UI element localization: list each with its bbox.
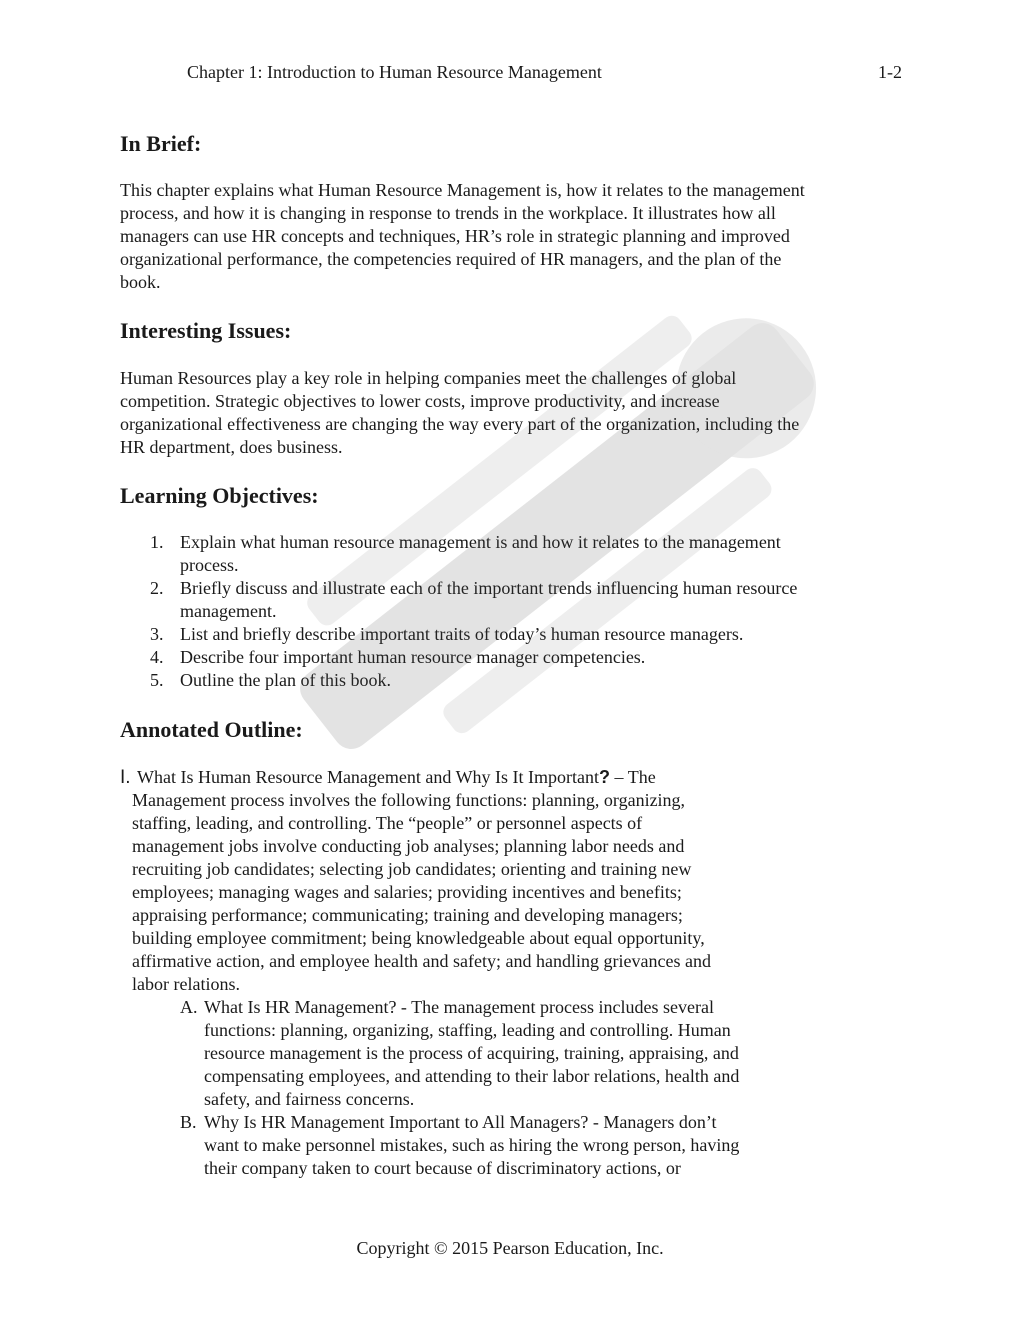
running-header [187, 61, 902, 83]
text-line: employees; managing wages and salaries; providing incentives and benefits; [132, 882, 682, 902]
in-brief-paragraph [120, 179, 890, 294]
outline-subsection-b [180, 1111, 805, 1180]
text-line: Management process involves the following functions: planning, organizing, [132, 790, 686, 810]
text-line: Explain what human resource management is and how it relates to the management [180, 532, 781, 552]
objective-item [150, 646, 880, 669]
text-line: Outline the plan of this book. [180, 670, 391, 690]
text-line: appraising performance; communicating; training and developing managers; [132, 905, 683, 925]
chapter-title: Chapter 1: Introduction to Human Resource Management [187, 62, 602, 82]
outline-question-mark: ? [599, 767, 611, 787]
text-line: functions: planning, organizing, staffing, leading and controlling. Human [204, 1020, 731, 1040]
subsection-letter: B. [180, 1112, 197, 1132]
outline-title-line [120, 766, 785, 789]
outline-title-tail: – The [610, 767, 656, 787]
text-line: HR department, does business. [120, 437, 343, 457]
text-line: their company taken to court because of discriminatory actions, or [204, 1158, 681, 1178]
outline-section-1 [120, 766, 785, 996]
text-line: resource management is the process of acquiring, training, appraising, and [204, 1043, 739, 1063]
text-line: competition. Strategic objectives to lower costs, improve productivity, and increase [120, 391, 720, 411]
outline-subsection-a [180, 996, 805, 1111]
objective-item [150, 577, 880, 623]
text-line: safety, and fairness concerns. [204, 1089, 415, 1109]
text-line: process. [180, 555, 239, 575]
text-line: Describe four important human resource manager competencies. [180, 647, 646, 667]
text-line: Briefly discuss and illustrate each of the important trends influencing human resource [180, 578, 798, 598]
outline-numeral: I. [120, 767, 131, 788]
annotated-outline-heading: Annotated Outline: [120, 717, 303, 742]
objective-number: 3. [150, 624, 164, 644]
text-line: management. [180, 601, 277, 621]
objective-item [150, 669, 880, 692]
text-line: managers can use HR concepts and techniques, HR’s role in strategic planning and improved [120, 226, 790, 246]
copyright-footer: Copyright © 2015 Pearson Education, Inc. [356, 1238, 664, 1258]
learning-objectives-list [150, 531, 880, 692]
text-line: recruiting job candidates; selecting job candidates; orienting and training new [132, 859, 692, 879]
objective-item [150, 623, 880, 646]
text-line: book. [120, 272, 161, 292]
objective-item [150, 531, 880, 577]
text-line: Human Resources play a key role in helping companies meet the challenges of global [120, 368, 737, 388]
subsection-letter: A. [180, 997, 198, 1017]
text-line: What Is HR Management? - The management process includes several [204, 997, 714, 1017]
text-line: List and briefly describe important traits of today’s human resource managers. [180, 624, 744, 644]
text-line: Why Is HR Management Important to All Managers? - Managers don’t [204, 1112, 717, 1132]
page-number: 1-2 [878, 62, 902, 82]
text-line: staffing, leading, and controlling. The “people” or personnel aspects of [132, 813, 643, 833]
text-line: building employee commitment; being knowledgeable about equal opportunity, [132, 928, 705, 948]
text-line: process, and how it is changing in response to trends in the workplace. It illustrates how all [120, 203, 776, 223]
text-line: affirmative action, and employee health and safety; and handling grievances and [132, 951, 711, 971]
text-line: This chapter explains what Human Resource Management is, how it relates to the management [120, 180, 805, 200]
text-line: organizational effectiveness are changing the way every part of the organization, including the [120, 414, 800, 434]
objective-number: 2. [150, 578, 164, 598]
interesting-issues-heading: Interesting Issues: [120, 318, 292, 343]
text-line: management jobs involve conducting job analyses; planning labor needs and [132, 836, 685, 856]
text-line: labor relations. [132, 974, 240, 994]
text-line: organizational performance, the competencies required of HR managers, and the plan of the [120, 249, 782, 269]
learning-objectives-heading: Learning Objectives: [120, 483, 319, 508]
interesting-issues-paragraph [120, 367, 890, 459]
text-line: want to make personnel mistakes, such as hiring the wrong person, having [204, 1135, 740, 1155]
objective-number: 4. [150, 647, 164, 667]
outline-subsections [180, 996, 805, 1180]
text-line: compensating employees, and attending to their labor relations, health and [204, 1066, 740, 1086]
outline-body [120, 789, 785, 996]
objective-number: 1. [150, 532, 164, 552]
in-brief-heading: In Brief: [120, 131, 202, 156]
outline-title: What Is Human Resource Management and Why Is It Important [137, 767, 600, 787]
objective-number: 5. [150, 670, 164, 690]
